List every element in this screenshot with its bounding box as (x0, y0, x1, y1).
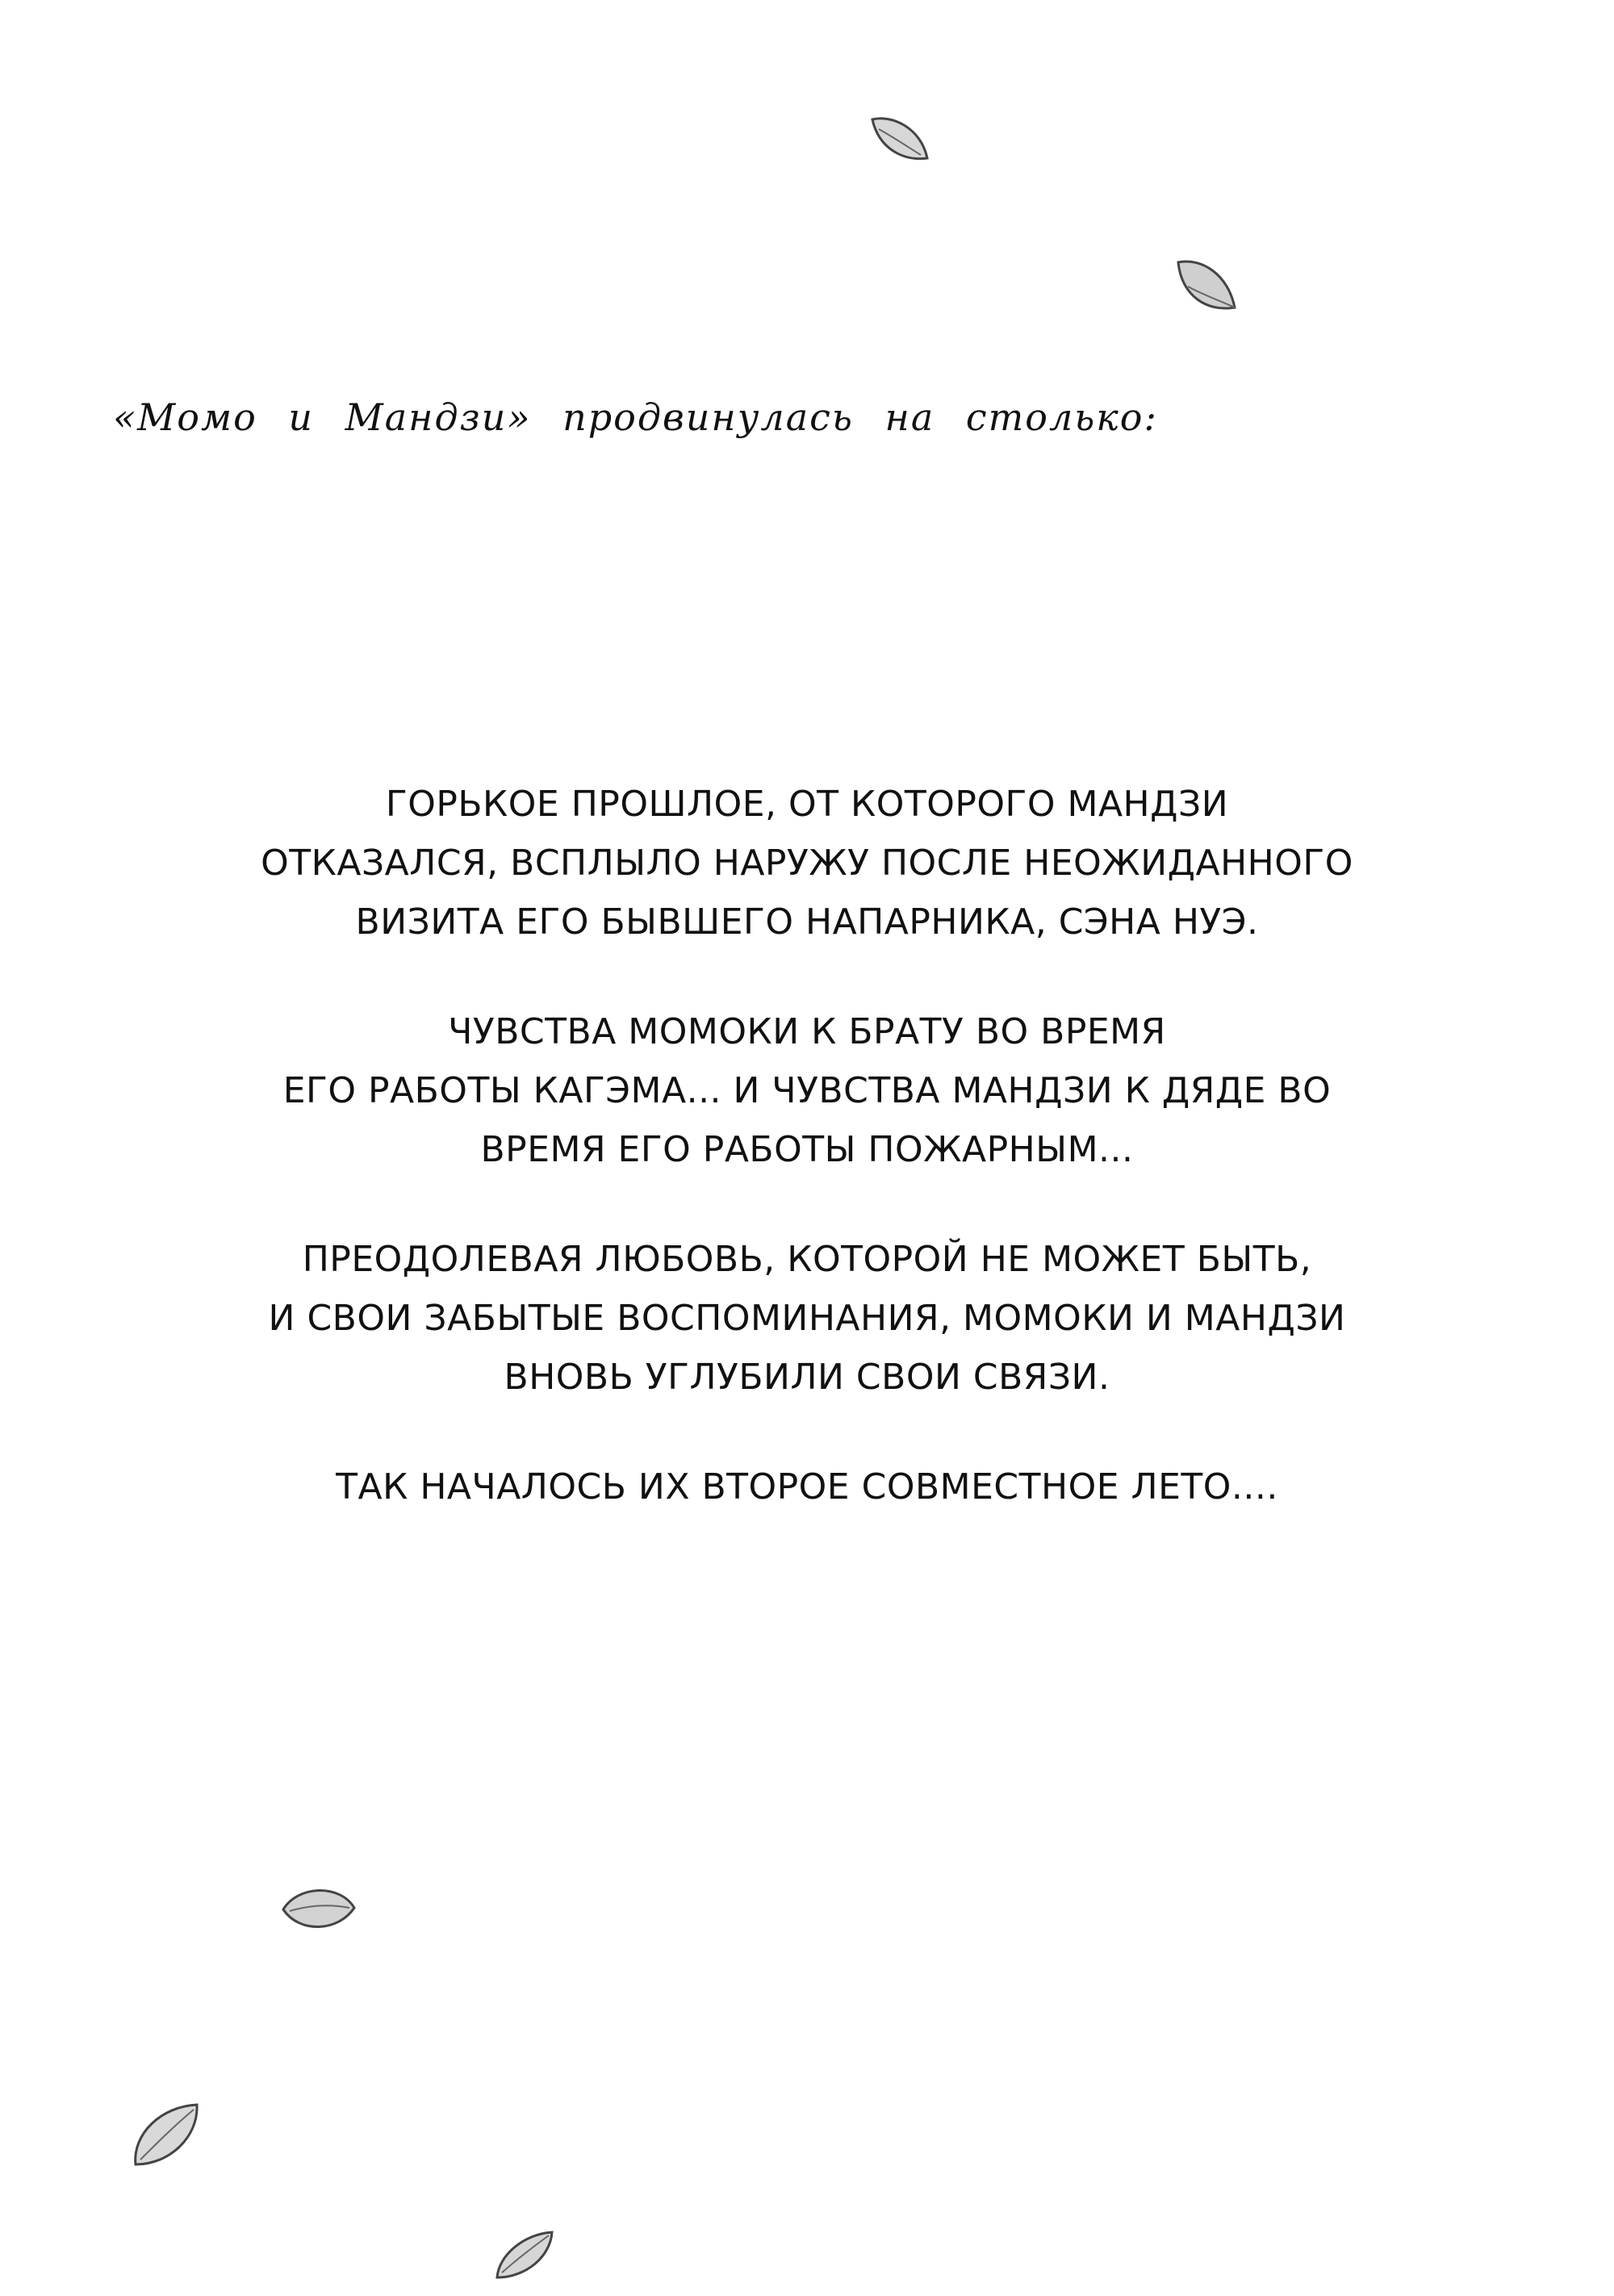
petal-icon (492, 2227, 557, 2284)
summary-line: ОТКАЗАЛСЯ, ВСПЛЫЛО НАРУЖУ ПОСЛЕ НЕОЖИДАННОГО (261, 843, 1353, 884)
summary-paragraph-1 (202, 775, 1412, 951)
petal-icon (278, 1880, 359, 1937)
summary-line: ВИЗИТА ЕГО БЫВШЕГО НАПАРНИКА, СЭНА НУЭ. (355, 901, 1259, 943)
story-summary (202, 775, 1412, 1567)
summary-line: ТАК НАЧАЛОСЬ ИХ ВТОРОЕ СОВМЕСТНОЕ ЛЕТО.... (336, 1466, 1278, 1508)
summary-line: ПРЕОДОЛЕВАЯ ЛЮБОВЬ, КОТОРОЙ НЕ МОЖЕТ БЫТЬ, (302, 1239, 1312, 1280)
summary-line: ВНОВЬ УГЛУБИЛИ СВОИ СВЯЗИ. (504, 1357, 1110, 1398)
summary-line: И СВОИ ЗАБЫТЫЕ ВОСПОМИНАНИЯ, МОМОКИ И МАНДЗИ (268, 1298, 1346, 1339)
summary-line: ЕГО РАБОТЫ КАГЭМА... И ЧУВСТВА МАНДЗИ К ДЯДЕ ВО (282, 1070, 1332, 1111)
summary-paragraph-3 (202, 1230, 1412, 1407)
page-heading: «Момо и Мандзи» продвинулась на столько: (113, 395, 1158, 439)
summary-line: ВРЕМЯ ЕГО РАБОТЫ ПОЖАРНЫМ... (480, 1129, 1134, 1170)
petal-icon (868, 113, 932, 169)
summary-paragraph-4 (202, 1457, 1412, 1516)
summary-line: ЧУВСТВА МОМОКИ К БРАТУ ВО ВРЕМЯ (448, 1011, 1166, 1052)
petal-icon (1170, 254, 1243, 319)
summary-line: ГОРЬКОЕ ПРОШЛОЕ, ОТ КОТОРОГО МАНДЗИ (385, 784, 1229, 825)
summary-paragraph-2 (202, 1002, 1412, 1179)
petal-icon (129, 2098, 202, 2171)
